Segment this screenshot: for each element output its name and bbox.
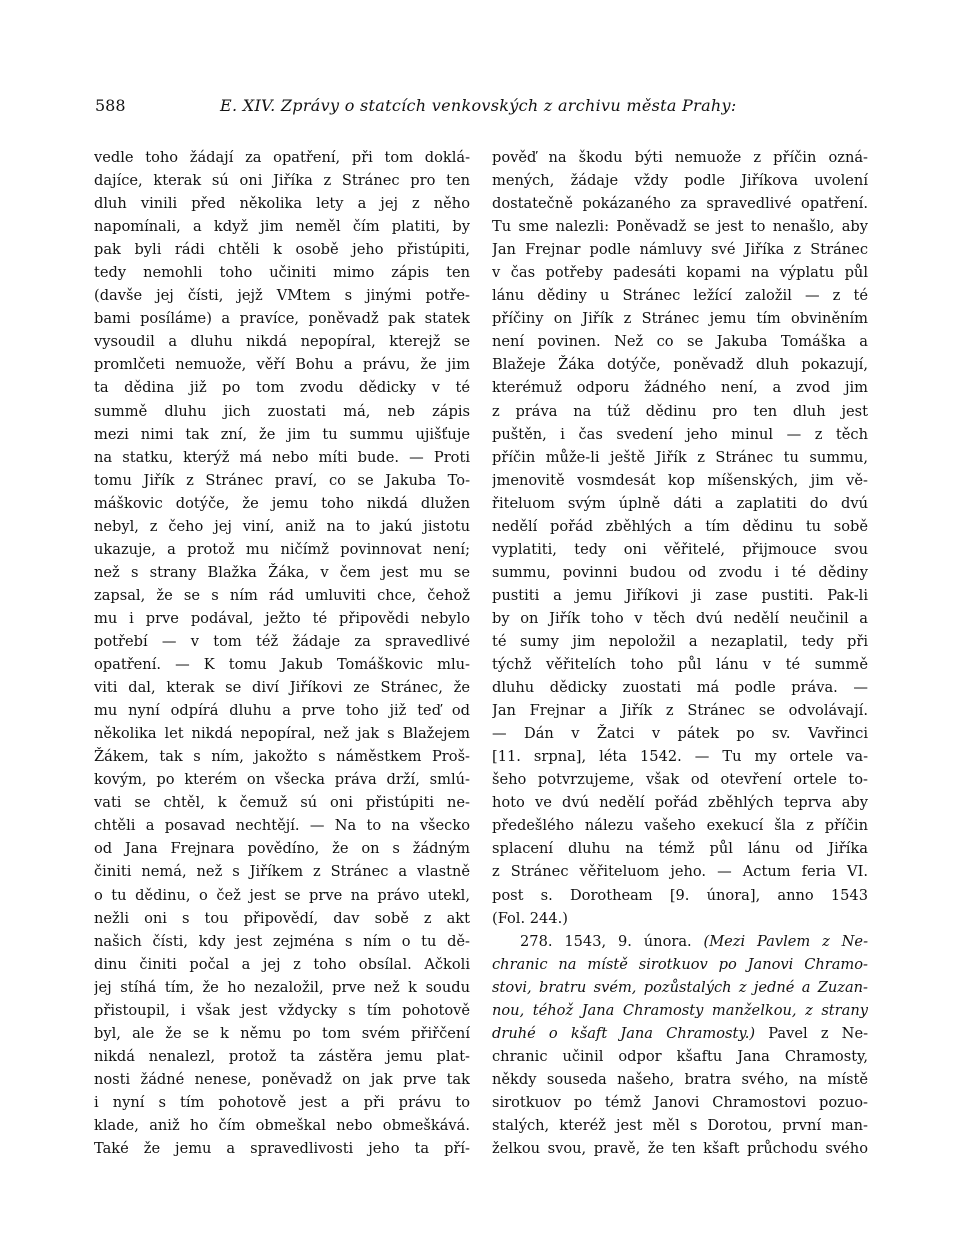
text-line: dajíce, kterak sú oni Jiříka z Stránec pro ten	[94, 172, 470, 190]
page-number: 588	[95, 96, 126, 115]
text-line: chtěli a posavad nechtějí. — Na to na všecko	[94, 817, 470, 835]
text-line: než s strany Blažka Žáka, v čem jest mu se	[94, 563, 470, 581]
text-line: příčin může-li ještě Jiřík z Stránec tu summu,	[492, 448, 868, 466]
text-line: několika let nikdá nepopíral, než jak s Blažejem	[94, 725, 470, 743]
text-line: Jan Frejnar podle námluvy své Jiříka z Stránec	[492, 241, 868, 259]
text-line: pověď na škodu býti nemuože z příčin ozná-	[492, 149, 868, 166]
entry-summary-line: stovi, bratru svém, pozůstalých z jedné a Zuzan-	[492, 978, 868, 996]
entry-heading-line	[492, 930, 868, 953]
text-line: vysoudil a dluhu nikdá nepopíral, kterejž se	[94, 333, 470, 351]
text-line: napomínali, a když jim neměl čím platiti, by	[94, 218, 470, 236]
text-line: pak byli rádi chtěli k osobě jeho přistúpiti,	[94, 241, 470, 259]
text-line: řiteluom svým úplně dáti a zaplatiti do dvú	[492, 494, 868, 512]
text-line: mezi nimi tak zní, že jim tu summu ujišťuje	[94, 425, 470, 443]
text-line: by on Jiřík toho v těch dvú nedělí neučinil a	[492, 609, 868, 627]
text-line: opatření. — K tomu Jakub Tomáškovic mlu-	[94, 656, 470, 674]
text-line: stalých, kteréž jest měl s Dorotou, první man-	[492, 1116, 868, 1134]
entry-summary-line: nou, téhož Jana Chramosty manželkou, z strany	[492, 1001, 868, 1019]
text-line: viti dal, kterak se diví Jiříkovi ze Stránec, že	[94, 679, 470, 697]
text-line: mu i prve podával, ježto té připovědi nebylo	[94, 609, 470, 627]
text-line: není povinen. Než co se Jakuba Tomáška a	[492, 333, 868, 351]
text-line: šeho potvrzujeme, však od otevření ortele to-	[492, 771, 868, 789]
right-column	[492, 146, 868, 1160]
text-line: hoto ve dvú nedělí pořád zběhlých teprva aby	[492, 794, 868, 812]
text-line: z práva na túž dědinu pro ten dluh jest	[492, 402, 868, 420]
text-line: dostatečně pokázaného za spravedlivé opatření.	[492, 195, 868, 213]
text-line: dinu činiti počal a jej z toho obsílal. Ačkoli	[94, 955, 470, 973]
text-line: post s. Dorotheam [9. února], anno 1543	[492, 886, 868, 904]
text-line: jmenovitě vosmdesát kop míšenských, jim vě-	[492, 471, 868, 489]
text-line: předešlého nálezu vašeho exekucí šla z příčin	[492, 817, 868, 835]
text-line: tedy nemohli toho učiniti mimo zápis ten	[94, 264, 470, 282]
text-line: nežli oni s tou připovědí, dav sobě z akt	[94, 909, 470, 927]
text-line: Jan Frejnar a Jiřík z Stránec se odvolávají.	[492, 702, 868, 720]
text-line: želkou svou, pravě, že ten kšaft průchodu svého	[492, 1140, 868, 1158]
text-line: někdy souseda našeho, bratra svého, na místě	[492, 1070, 868, 1088]
text-line: (Fol. 244.)	[492, 909, 568, 927]
text-line: jej stíhá tím, že ho nezaložil, prve než k soudu	[94, 978, 470, 996]
text-line: nikdá nenalezl, protož ta zástěra jemu plat-	[94, 1047, 470, 1065]
text-line: o tu dědinu, o čež jest se prve na právo utekl,	[94, 886, 470, 904]
text-line: promlčeti nemuože, věří Bohu a právu, že jim	[94, 356, 470, 374]
right-column-continuation	[492, 146, 868, 930]
text-line: ukazuje, a protož mu ničímž povinnovat není;	[94, 540, 470, 558]
text-line: summu, povinni budou od zvodu i té dědiny	[492, 563, 868, 581]
entry-summary-line: druhé o kšaft Jana Chramosty.)	[492, 1024, 756, 1042]
text-line: týchž věřitelích toho půl lánu v té summě	[492, 656, 868, 674]
text-line: tomu Jiřík z Stránec praví, co se Jakuba To-	[94, 471, 470, 489]
text-line: (davše jej čísti, jejž VMtem s jinými potře-	[94, 287, 470, 305]
text-line: přistoupil, i však jest vždycky s tím pohotově	[94, 1001, 470, 1019]
text-line: našich čísti, kdy jest zejména s ním o tu dě-	[94, 932, 470, 950]
text-line: máškovic dotýče, že jemu toho nikdá dlužen	[94, 494, 470, 512]
text-line: kovým, po kterém on všecka práva drží, smlú-	[94, 771, 470, 789]
text-line: ta dědina již po tom zvodu dědicky v té	[94, 379, 470, 397]
running-header	[95, 96, 875, 124]
entry-summary-line: chranic na místě sirotkuov po Janovi Chramo-	[492, 955, 868, 973]
text-line: od Jana Frejnara povědíno, že on s žádným	[94, 840, 470, 858]
text-line: bami posíláme) a pravíce, poněvadž pak statek	[94, 310, 470, 328]
entry-number: 278.	[520, 932, 553, 950]
running-title: E. XIV. Zprávy o statcích venkovských z archivu města Prahy:	[220, 96, 737, 115]
text-line: vedle toho žádají za opatření, při tom doklá-	[94, 149, 470, 166]
text-line: [11. srpna], léta 1542. — Tu my ortele va-	[492, 748, 868, 766]
text-line: byl, ale že se k němu po tom svém přiřčení	[94, 1024, 470, 1042]
text-line: sirotkuov po témž Janovi Chramostovi pozuo-	[492, 1093, 868, 1111]
text-line: nedělí pořád zběhlých a tím dědinu tu sobě	[492, 517, 868, 535]
text-line: v čas potřeby padesáti kopami na výplatu půl	[492, 264, 868, 282]
text-line: kterémuž odporu žádného není, a zvod jim	[492, 379, 868, 397]
text-line: — Dán v Žatci v pátek po sv. Vavřinci	[492, 725, 868, 743]
text-line: Blažeje Žáka dotýče, poněvadž dluh pokazují,	[492, 356, 868, 374]
text-line: z Stránec věřiteluom jeho. — Actum feria VI.	[492, 863, 868, 881]
text-line: puštěn, i čas svedení jeho minul — z těch	[492, 425, 868, 443]
text-line: na statku, kterýž má nebo míti bude. — Proti	[94, 448, 470, 466]
entry-body-start: Pavel z Ne-	[768, 1024, 868, 1042]
text-line: vati se chtěl, k čemuž sú oni přistúpiti ne-	[94, 794, 470, 812]
text-line: mených, žádaje vždy podle Jiříkova uvolení	[492, 172, 868, 190]
text-line: klade, aniž ho čím obmeškal nebo obmeškává.	[94, 1116, 470, 1134]
entry-date: 1543, 9. února.	[564, 932, 692, 950]
entry-278	[492, 930, 868, 1160]
text-line: splacení dluhu na témž půl lánu od Jiříka	[492, 840, 868, 858]
entry-summary-line: (Mezi Pavlem z Ne-	[703, 932, 868, 950]
left-column	[94, 146, 470, 1160]
text-line: nebyl, z čeho jej viní, aniž na to jakú jistotu	[94, 517, 470, 535]
text-line: chranic učinil odpor kšaftu Jana Chramosty,	[492, 1047, 868, 1065]
text-line: dluhu dědicky zuostati má podle práva. —	[492, 679, 868, 697]
text-line: i nyní s tím pohotově jest a při právu to	[94, 1093, 470, 1111]
text-line: mu nyní odpírá dluhu a prve toho již teď od	[94, 702, 470, 720]
text-line: Také že jemu a spravedlivosti jeho ta pří-	[94, 1140, 470, 1158]
text-line: vyplatiti, tedy oni věřitelé, přijmouce svou	[492, 540, 868, 558]
text-line: dluh vinili před několika lety a jej z něho	[94, 195, 470, 213]
text-line: summě dluhu jich zuostati má, neb zápis	[94, 402, 470, 420]
text-line: potřebí — v tom též žádaje za spravedlivé	[94, 632, 470, 650]
text-line: lánu dědiny u Stránec ležící založil — z té	[492, 287, 868, 305]
text-line: příčiny on Jiřík z Stránec jemu tím obviněním	[492, 310, 868, 328]
text-line: zapsal, že se s ním rád umluviti chce, čehož	[94, 586, 470, 604]
text-line: pustiti a jemu Jiříkovi ji zase pustiti. Pak-li	[492, 586, 868, 604]
entry-summary-end-line	[492, 1022, 868, 1045]
text-line: činiti nemá, než s Jiříkem z Stránec a vlastně	[94, 863, 470, 881]
entry-body	[492, 1045, 868, 1160]
text-line: Tu sme nalezli: Poněvadž se jest to nenašlo, aby	[492, 218, 868, 236]
text-line: nosti žádné nenese, poněvadž on jak prve tak	[94, 1070, 470, 1088]
text-line: Žákem, tak s ním, jakožto s náměstkem Proš-	[94, 748, 470, 766]
text-line: té sumy jim nepoložil a nezaplatil, tedy při	[492, 632, 868, 650]
